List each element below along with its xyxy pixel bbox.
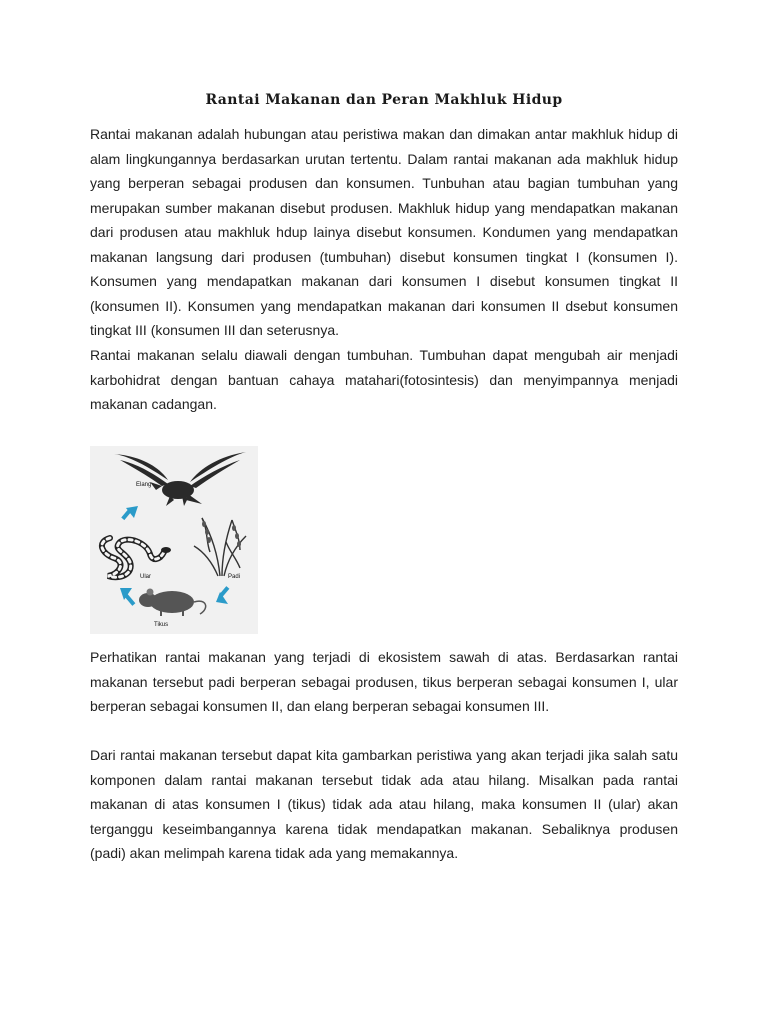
paragraph-observe: Perhatikan rantai makanan yang terjadi di ekosistem sawah di atas. Berdasarkan rantai makanan tersebut padi berperan sebagai produsen, tikus berperan sebagai konsumen I, ular berperan sebagai konsumen II, dan elang berperan sebagai konsumen III. bbox=[90, 649, 678, 714]
snake-label: Ular bbox=[140, 574, 152, 580]
eagle-label: Elang bbox=[136, 482, 152, 488]
rice-label: Padi bbox=[228, 574, 241, 580]
mouse-illustration bbox=[139, 589, 206, 617]
arrow-snake-to-eagle bbox=[121, 506, 138, 520]
rice-plant-illustration bbox=[194, 518, 246, 576]
snake-illustration bbox=[102, 538, 171, 577]
paragraph-plants: Rantai makanan selalu diawali dengan tumbuhan. Tumbuhan dapat mengubah air menjadi karbohidrat dengan bantuan cahaya matahari(fotosintesis) dan menyimpannya menjadi makanan cadangan. bbox=[90, 347, 678, 412]
arrow-mouse-to-snake bbox=[120, 588, 135, 606]
paragraph-definition: Rantai makanan adalah hubungan atau peristiwa makan dan dimakan antar makhluk hidup di alam lingkungannya berdasarkan urutan tertentu. Dalam rantai makanan ada makhluk hidup yang berperan sebagai produsen dan konsumen. Tunbuhan atau bagian tumbuhan yang merupakan sumber makanan disebut produsen. Makhluk hidup yang mendapatkan makanan dari produsen atau makhluk hdup lainya disebut konsumen. Kondumen yang mendapatkan makanan langsung dari produsen (tumbuhan) disebut konsumen tingkat I (konsumen I). Konsumen yang mendapatkan makanan dari konsumen I disebut konsumen tingkat II (konsumen II). Konsumen yang mendapatkan makanan dari konsumen II dsebut konsumen tingkat III (konsumen III dan seterusnya. bbox=[90, 126, 678, 338]
food-chain-figure bbox=[90, 446, 258, 634]
page-title: Rantai Makanan dan Peran Makhluk Hidup bbox=[205, 92, 563, 108]
mouse-label: Tikus bbox=[154, 622, 169, 628]
arrow-rice-to-mouse bbox=[216, 586, 229, 604]
eagle-illustration bbox=[114, 452, 246, 506]
paragraph-impact: Dari rantai makanan tersebut dapat kita gambarkan peristiwa yang akan terjadi jika salah satu komponen dalam rantai makanan tersebut tidak ada atau hilang. Misalkan pada rantai makanan di atas konsumen I (tikus) tidak ada atau hilang, maka konsumen II (ular) akan terganggu keseimbangannya karena tidak mendapatkan makanan. Sebaliknya produsen (padi) akan melimpah karena tidak ada yang memakannya. bbox=[90, 747, 678, 861]
